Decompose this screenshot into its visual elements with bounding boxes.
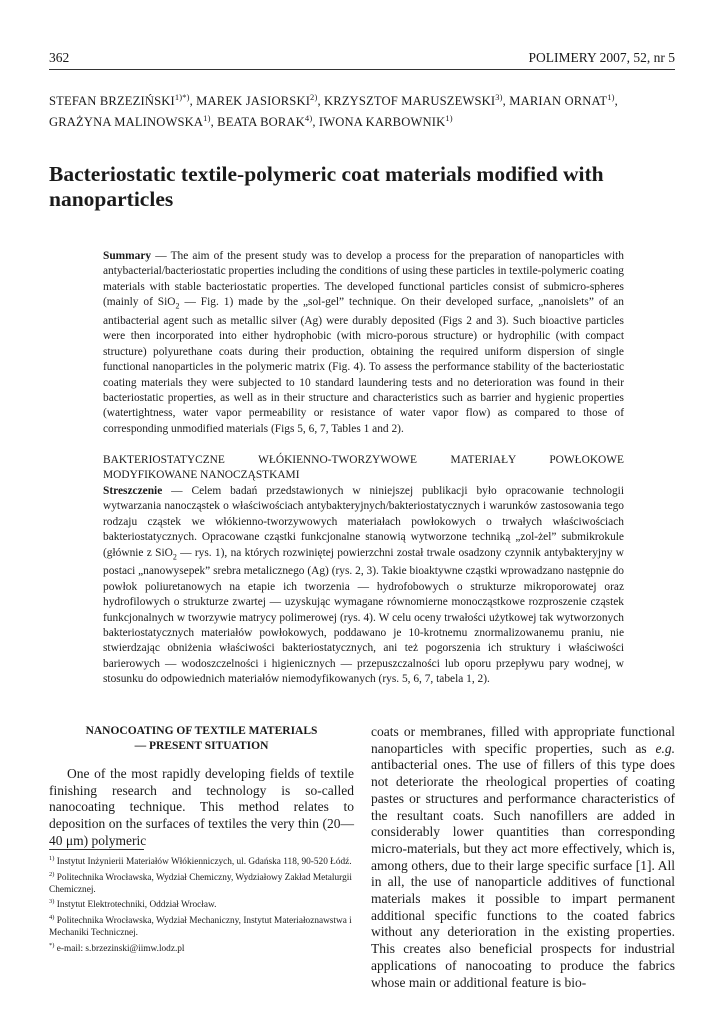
streszczenie-text: — Celem badań przedstawionych w niniejszej publikacji było opracowanie technologii wytwarzania nanocząstek o właściwościach antybakteryjnych/bakteriostatycznych i warunków zastosowania tego rodzaju cząstek we włókienno-tworzywowych materiałach powłokowych o trwałych właściwościach bakteriostatycznych. Opracowane cząstki funkcjonalne stanowią wytworzone techniką „zol-żel” submikrokule (głównie z SiO$_2$ — rys. 1), na których rozwiniętej powierzchni został trwale osadzony czynnik antybakteryjny w postaci „nanowysepek” srebra metalicznego (Ag) (rys. 2, 3). Takie bioaktywne cząstki wprowadzano następnie do powłok poliuretanowych na etapie ich tworzenia — hydrofobowych o strukturze mikroporowatej oraz hydrofilowych o strukturze zwartej — uzyskując wymagane równomierne monocząstkowe rozproszenie cząstek funkcjonalnych w tworzywie matrycy polimerowej (rys. 4). W celu oceny trwałości użytkowej tak wytworzonych bakteriostatycznych materiałów powłokowych, poddawano je 10-krotnemu znormalizowanemu praniu, nie stwierdzając obniżenia właściwości bakteriostatycznych, ani też pogorszenia ich struktury i właściwości barierowych — wodoszczelności i higienicznych — przepuszczalności lub oporu przepływu pary wodnej, w stosunku do odpowiednich materiałów niemodyfikowanych (rys. 5, 6, 7, tabela 1, 2).	[103, 485, 625, 686]
footnote-email: *) e-mail: s.brzezinski@iimw.lodz.pl	[49, 941, 185, 954]
section-heading-line-1: NANOCOATING OF TEXTILE MATERIALS	[85, 725, 318, 737]
section-heading-line-2: — PRESENT SITUATION	[134, 740, 269, 752]
footnotes	[49, 853, 356, 955]
left-column	[49, 724, 354, 850]
polish-title: BAKTERIOSTATYCZNE WŁÓKIENNO-TWORZYWOWE MATERIAŁY POWŁOKOWE MODYFIKOWANE NANOCZĄSTKAMI	[103, 454, 624, 482]
footnote-rule	[49, 849, 144, 850]
authors-line-1: STEFAN $BRZEZIŃSKI^{1)*)}$, MAREK JASIORSKI$^{2)}$, KRZYSZTOF MARUSZEWSKI$^{3)}$, MARIAN ORNAT$^{1)}$,	[49, 92, 618, 109]
section-heading	[49, 724, 354, 754]
article-title: Bacteriostatic textile-polymeric coat materials modified with nanoparticles	[49, 162, 604, 211]
summary-text: — The aim of the present study was to develop a process for the preparation of nanoparticles with antybacterial/bacteriostatic properties including the conditions of using these particles in textile-polymeric coating materials with stable bacteriostatic properties. The developed functional particles consist of submicro-spheres (mainly of SiO$_2$ — Fig. 1) made by the „sol-gel” technique. On their developed surface, „nanoislets” of an antibacterial agent such as metallic silver (Ag) were durably deposited (Figs 2 and 3). Such bioactive particles were then incorporated into either hydrophobic (with micro-porous structure) or hydrophilic (with compact structure) polyurethane coats during their production, obtaining the required uniform dispersion of single functional nanoparticles in the polymeric matrix (Fig. 4). To assess the performance stability of the bacteriostatic coating materials they were subjected to 10 standard laundering tests and no deterioration was found in their bacteriostatic properties, as well as in their structure and characteristics such as barrier and hygienic properties (watertightness, water vapor permeability or resistance of water vapor flow) as compared to those of corresponding unmodified materials (Figs 5, 6, 7, Tables 1 and 2).	[103, 250, 624, 435]
polish-summary	[103, 484, 624, 688]
right-body-paragraph: coats or membranes, filled with appropriate functional nanoparticles with specific properties, such as e.g. antibacterial ones. The use of fillers of this type does not deteriorate the rheological properties of coating pastes or structures and performance characteristics of the resultant coats. Such nanofillers are added in considerably lower quantities than corresponding micro-materials, but they act more effectively, which is, among others, due to their large specific surface [1]. All in all, the use of nanoparticle additives of functional materials makes it possible to impart permanent additional specific functions to the coated fabrics without any deterioration in the existing properties. This creates also beneficial prospects for industrial applications of nanocoating to produce the fabrics whose main or additional feature is bio-	[371, 724, 675, 990]
footnote-1: $^{1)}$ Instytut Inżynierii Materiałów Włókienniczych, ul. Gdańska 118, 90-520 Łódź.	[49, 855, 352, 868]
left-body-paragraph: One of the most rapidly developing fields of textile finishing research and technology is so-called nanocoating technique. This method relates to deposition on the surfaces of textiles the very thin (20—40 μm) polymeric	[49, 766, 354, 848]
summary-label: Summary	[103, 250, 152, 262]
author-list	[49, 89, 689, 131]
english-summary	[103, 249, 624, 437]
header-rule	[49, 69, 675, 70]
footnote-2: $^{2)}$ Politechnika Wrocławska, Wydział Chemiczny, Wydziałowy Zakład Metalurgii Chemicznej.	[49, 870, 352, 895]
footnote-4: $^{4)}$ Politechnika Wrocławska, Wydział Mechaniczny, Instytut Materiałoznawstwa i Mechaniki Technicznej.	[49, 913, 352, 939]
journal-citation: POLIMERY 2007, 52, nr 5	[528, 50, 675, 65]
page-number: 362	[49, 50, 70, 65]
footnote-3: $^{3)}$ Instytut Elektrotechniki, Oddział Wrocław.	[49, 898, 217, 911]
authors-line-2: GRAŻYNA MALINOWSKA$^{1)}$, BEATA BORAK$^{4)}$, IWONA KARBOWNIK$^{1)}$	[49, 113, 453, 130]
running-header	[49, 50, 675, 72]
streszczenie-label: Streszczenie	[103, 485, 163, 497]
